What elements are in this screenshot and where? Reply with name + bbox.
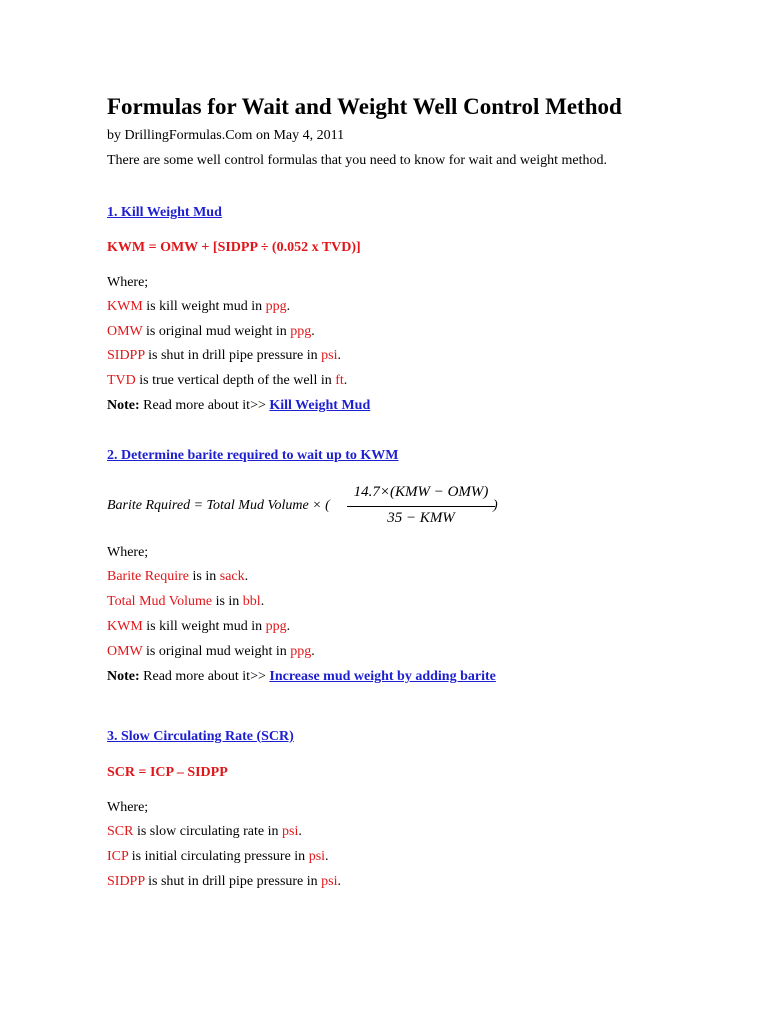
definition-text: is shut in drill pipe pressure in bbox=[144, 348, 322, 363]
definition-unit: ppg bbox=[290, 644, 312, 659]
section1-formula: KWM = OMW + [SIDPP ÷ (0.052 x TVD)] bbox=[107, 240, 361, 255]
definition-end: . bbox=[311, 324, 315, 339]
definition-term: SIDPP bbox=[107, 348, 145, 363]
definition-text: is true vertical depth of the well in bbox=[135, 373, 336, 388]
section2-where: Where; bbox=[107, 545, 149, 560]
definition-term: SIDPP bbox=[107, 874, 145, 889]
note-label: Note: bbox=[107, 669, 140, 684]
definition-end: . bbox=[311, 644, 315, 659]
definition-line bbox=[107, 569, 248, 585]
definition-unit: ppg bbox=[290, 324, 312, 339]
definition-unit: psi bbox=[321, 348, 338, 363]
formula-close: ) bbox=[493, 498, 498, 513]
definition-line bbox=[107, 619, 290, 635]
page-title: Formulas for Wait and Weight Well Control Method bbox=[107, 94, 622, 119]
definition-term: ICP bbox=[107, 849, 129, 864]
definition-end: . bbox=[244, 569, 249, 584]
formula-denominator: 35 − KMW bbox=[387, 510, 455, 526]
kill-weight-mud-link[interactable]: Kill Weight Mud bbox=[269, 398, 371, 413]
definition-line bbox=[107, 373, 347, 389]
note-line bbox=[107, 669, 496, 685]
definition-term: TVD bbox=[107, 373, 136, 388]
definition-text: is kill weight mud in bbox=[142, 619, 266, 634]
definition-term: KWM bbox=[107, 299, 143, 314]
formula-numerator: 14.7×(KMW − OMW) bbox=[353, 484, 489, 500]
section1-where: Where; bbox=[107, 275, 149, 290]
intro-text: There are some well control formulas that you need to know for wait and weight method. bbox=[107, 153, 607, 168]
definition-unit: ft bbox=[335, 373, 344, 388]
definition-line bbox=[107, 849, 329, 865]
definition-text: is slow circulating rate in bbox=[133, 824, 282, 839]
definition-text: is kill weight mud in bbox=[142, 299, 266, 314]
definition-term: SCR bbox=[107, 824, 134, 839]
definition-end: . bbox=[343, 373, 348, 388]
definition-text: is original mud weight in bbox=[142, 644, 291, 659]
definition-term: OMW bbox=[107, 324, 143, 339]
definition-term: Total Mud Volume bbox=[107, 594, 213, 609]
note-text: Read more about it>> bbox=[139, 669, 270, 684]
definition-end: . bbox=[337, 874, 342, 889]
definition-text: is initial circulating pressure in bbox=[128, 849, 309, 864]
definition-line bbox=[107, 299, 290, 315]
note-label: Note: bbox=[107, 398, 140, 413]
definition-term: Barite Require bbox=[107, 569, 190, 584]
note-line bbox=[107, 398, 370, 414]
definition-text: is original mud weight in bbox=[142, 324, 291, 339]
definition-unit: ppg bbox=[265, 619, 287, 634]
definition-unit: sack bbox=[219, 569, 245, 584]
section1-heading-link[interactable]: 1. Kill Weight Mud bbox=[107, 205, 222, 220]
definition-unit: bbl bbox=[242, 594, 261, 609]
definition-text: is in bbox=[189, 569, 220, 584]
definition-line bbox=[107, 644, 315, 660]
note-text: Read more about it>> bbox=[139, 398, 270, 413]
byline: by DrillingFormulas.Com on May 4, 2011 bbox=[107, 128, 345, 143]
definition-end: . bbox=[337, 348, 342, 363]
definition-line bbox=[107, 594, 264, 610]
definition-text: is shut in drill pipe pressure in bbox=[144, 874, 322, 889]
definition-line bbox=[107, 348, 341, 364]
section2-heading-link[interactable]: 2. Determine barite required to wait up to KWM bbox=[107, 448, 399, 463]
definition-line bbox=[107, 324, 315, 340]
section3-where: Where; bbox=[107, 800, 149, 815]
definition-unit: ppg bbox=[265, 299, 287, 314]
definition-end: . bbox=[298, 824, 302, 839]
definition-unit: psi bbox=[308, 849, 326, 864]
barite-formula bbox=[107, 484, 527, 532]
increase-mud-weight-link[interactable]: Increase mud weight by adding barite bbox=[269, 669, 496, 684]
definition-end: . bbox=[325, 849, 329, 864]
definition-unit: psi bbox=[282, 824, 299, 839]
section3-heading-link[interactable]: 3. Slow Circulating Rate (SCR) bbox=[107, 729, 294, 744]
definition-unit: psi bbox=[321, 874, 338, 889]
definition-end: . bbox=[286, 299, 291, 314]
formula-lhs: Barite Rquired = Total Mud Volume × ( bbox=[107, 498, 330, 513]
definition-end: . bbox=[286, 619, 291, 634]
definition-term: KWM bbox=[107, 619, 143, 634]
definition-line bbox=[107, 824, 302, 840]
section3-formula: SCR = ICP – SIDPP bbox=[107, 765, 228, 780]
fraction-bar bbox=[347, 506, 495, 507]
definition-text: is in bbox=[212, 594, 243, 609]
definition-line bbox=[107, 874, 341, 890]
definition-end: . bbox=[260, 594, 265, 609]
definition-term: OMW bbox=[107, 644, 143, 659]
